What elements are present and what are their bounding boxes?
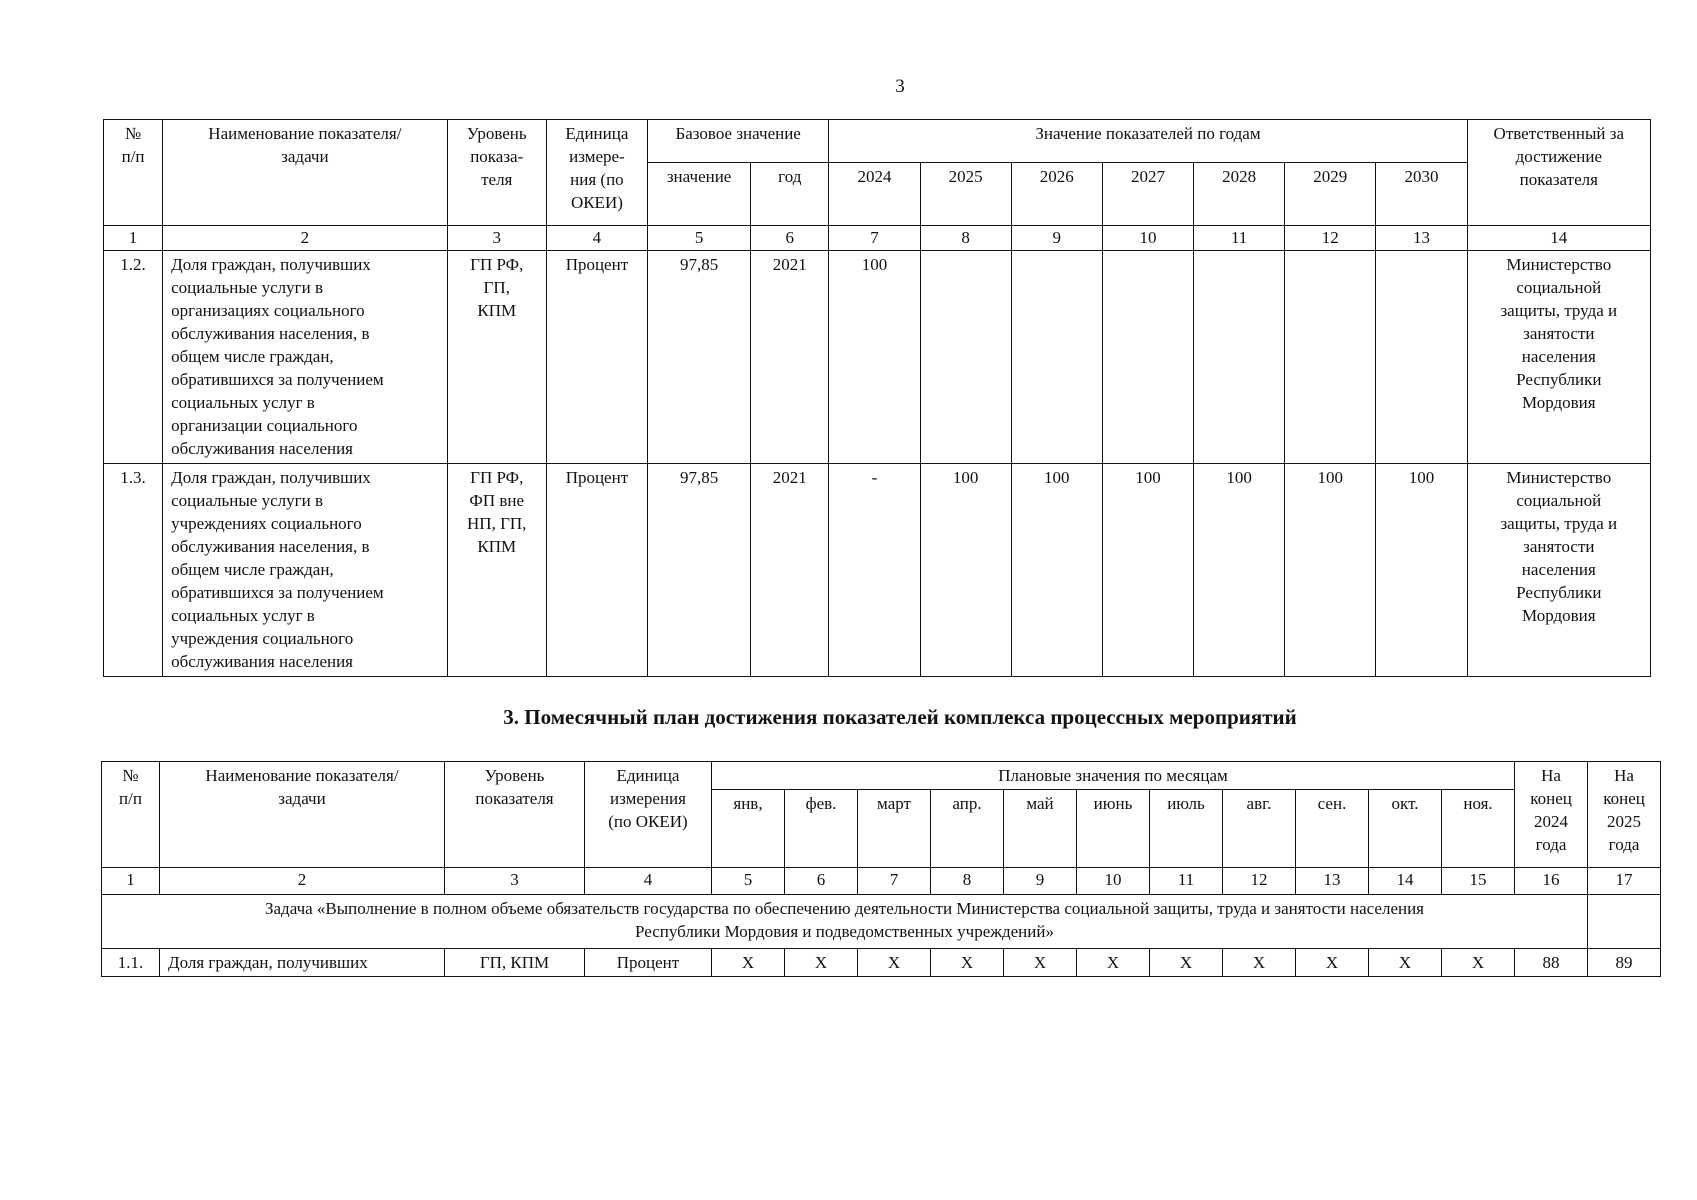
header-years-group: Значение показателей по годам (829, 120, 1467, 163)
col-number: 15 (1442, 868, 1515, 895)
col-number: 8 (920, 226, 1011, 251)
header-month: фев. (785, 790, 858, 868)
col-number: 5 (712, 868, 785, 895)
header-level: Уровень показателя (445, 762, 585, 868)
col-number: 4 (546, 226, 647, 251)
row-num: 1.3. (104, 464, 163, 677)
header-months-group: Плановые значения по месяцам (712, 762, 1515, 790)
row-base-value: 97,85 (648, 251, 751, 464)
monthly-plan-table (101, 761, 1661, 977)
row-level: ГП, КПМ (445, 949, 585, 977)
col-number: 3 (445, 868, 585, 895)
row-num: 1.2. (104, 251, 163, 464)
header-unit: Единица измерения (по ОКЕИ) (585, 762, 712, 868)
row-unit: Процент (546, 251, 647, 464)
col-number: 17 (1588, 868, 1661, 895)
row-level: ГП РФ, ФП вне НП, ГП, КПМ (447, 464, 546, 677)
row-base-year: 2021 (751, 464, 829, 677)
col-number: 9 (1011, 226, 1102, 251)
header-year: 2025 (920, 163, 1011, 226)
header-month: март (858, 790, 931, 868)
row-month-value: X (712, 949, 785, 977)
header-year: 2028 (1194, 163, 1285, 226)
row-year-value: 100 (1102, 464, 1193, 677)
header-base: Базовое значение (648, 120, 829, 163)
col-number: 12 (1223, 868, 1296, 895)
col-number: 8 (931, 868, 1004, 895)
row-year-value (1285, 251, 1376, 464)
page-number: 3 (895, 76, 905, 97)
col-number: 3 (447, 226, 546, 251)
col-number: 12 (1285, 226, 1376, 251)
header-month: май (1004, 790, 1077, 868)
row-month-value: X (785, 949, 858, 977)
table-row (104, 464, 1651, 677)
header-name: Наименование показателя/ задачи (163, 120, 448, 226)
table-row (102, 949, 1661, 977)
col-number: 1 (104, 226, 163, 251)
row-end-2025-value: 89 (1588, 949, 1661, 977)
col-number: 10 (1102, 226, 1193, 251)
col-number: 11 (1194, 226, 1285, 251)
row-name: Доля граждан, получивших социальные услуги в организациях социального обслуживания населения, в общем числе граждан, обратившихся за получением социальных услуг в организации социального обслуживания населения (163, 251, 448, 464)
col-number: 7 (829, 226, 920, 251)
row-month-value: X (1296, 949, 1369, 977)
col-number: 14 (1369, 868, 1442, 895)
row-year-value: - (829, 464, 920, 677)
col-number: 11 (1150, 868, 1223, 895)
row-year-value: 100 (1194, 464, 1285, 677)
header-responsible: Ответственный за достижение показателя (1467, 120, 1650, 226)
header-level: Уровень показа- теля (447, 120, 546, 226)
row-month-value: X (1223, 949, 1296, 977)
col-number: 4 (585, 868, 712, 895)
row-year-value (920, 251, 1011, 464)
col-number: 13 (1296, 868, 1369, 895)
col-number: 6 (751, 226, 829, 251)
header-year: 2026 (1011, 163, 1102, 226)
task-row: Задача «Выполнение в полном объеме обязательств государства по обеспечению деятельности Министерства социальной защиты, труда и занятости населения Республики Мордовия и подведомственных учреждений» (102, 895, 1588, 949)
header-year: 2027 (1102, 163, 1193, 226)
table-row (104, 251, 1651, 464)
row-base-year: 2021 (751, 251, 829, 464)
header-end-2024: На конец 2024 года (1515, 762, 1588, 868)
row-month-value: X (1369, 949, 1442, 977)
row-responsible: Министерство социальной защиты, труда и занятости населения Республики Мордовия (1467, 464, 1650, 677)
header-unit: Единица измере- ния (по ОКЕИ) (546, 120, 647, 226)
row-base-value: 97,85 (648, 464, 751, 677)
row-num: 1.1. (102, 949, 160, 977)
row-unit: Процент (546, 464, 647, 677)
row-name: Доля граждан, получивших (160, 949, 445, 977)
task-row-empty-cell (1588, 895, 1661, 949)
col-number: 14 (1467, 226, 1650, 251)
col-number: 9 (1004, 868, 1077, 895)
row-unit: Процент (585, 949, 712, 977)
row-month-value: X (931, 949, 1004, 977)
row-year-value (1102, 251, 1193, 464)
header-base-value: значение (648, 163, 751, 226)
row-year-value: 100 (1285, 464, 1376, 677)
indicators-by-year-table (103, 119, 1651, 677)
col-number: 16 (1515, 868, 1588, 895)
header-month: июль (1150, 790, 1223, 868)
col-number: 10 (1077, 868, 1150, 895)
header-month: янв, (712, 790, 785, 868)
col-number: 6 (785, 868, 858, 895)
col-number: 5 (648, 226, 751, 251)
header-month: апр. (931, 790, 1004, 868)
row-year-value (1194, 251, 1285, 464)
row-month-value: X (858, 949, 931, 977)
row-year-value: 100 (829, 251, 920, 464)
row-month-value: X (1004, 949, 1077, 977)
col-number: 1 (102, 868, 160, 895)
row-year-value: 100 (920, 464, 1011, 677)
header-month: ноя. (1442, 790, 1515, 868)
row-month-value: X (1442, 949, 1515, 977)
header-num: № п/п (104, 120, 163, 226)
header-year: 2024 (829, 163, 920, 226)
col-number: 13 (1376, 226, 1467, 251)
col-number: 7 (858, 868, 931, 895)
row-month-value: X (1150, 949, 1223, 977)
col-number: 2 (160, 868, 445, 895)
header-end-2025: На конец 2025 года (1588, 762, 1661, 868)
row-year-value: 100 (1011, 464, 1102, 677)
header-num: № п/п (102, 762, 160, 868)
row-end-2024-value: 88 (1515, 949, 1588, 977)
row-level: ГП РФ, ГП, КПМ (447, 251, 546, 464)
col-number: 2 (163, 226, 448, 251)
section-title: 3. Помесячный план достижения показателей комплекса процессных мероприятий (503, 705, 1297, 729)
row-month-value: X (1077, 949, 1150, 977)
header-month: окт. (1369, 790, 1442, 868)
header-name: Наименование показателя/ задачи (160, 762, 445, 868)
header-base-year: год (751, 163, 829, 226)
header-year: 2030 (1376, 163, 1467, 226)
row-year-value: 100 (1376, 464, 1467, 677)
row-year-value (1011, 251, 1102, 464)
header-month: июнь (1077, 790, 1150, 868)
row-year-value (1376, 251, 1467, 464)
row-responsible: Министерство социальной защиты, труда и занятости населения Республики Мордовия (1467, 251, 1650, 464)
header-month: авг. (1223, 790, 1296, 868)
header-month: сен. (1296, 790, 1369, 868)
row-name: Доля граждан, получивших социальные услуги в учреждениях социального обслуживания населения, в общем числе граждан, обратившихся за получением социальных услуг в учреждения социального обслуживания населения (163, 464, 448, 677)
header-year: 2029 (1285, 163, 1376, 226)
